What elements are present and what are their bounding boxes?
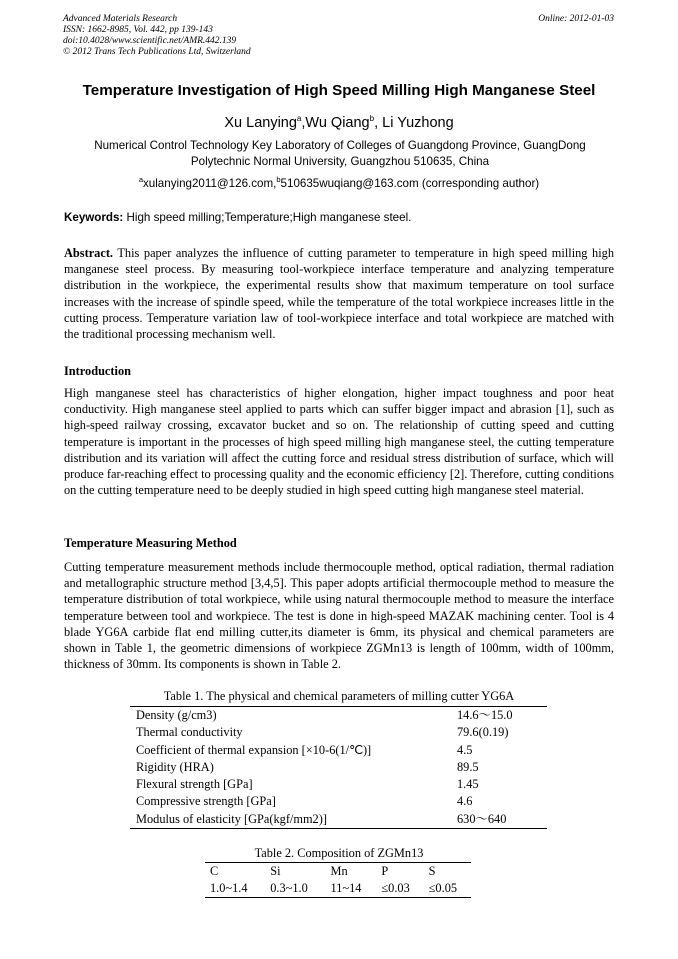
table-row (130, 811, 547, 829)
email-sup: a (138, 175, 143, 184)
table-cell: 630～640 (451, 811, 547, 829)
table-row (130, 707, 547, 725)
affiliation-line: Polytechnic Normal University, Guangzhou 510635, China (190, 155, 490, 168)
journal-issn: ISSN: 1662-8985, Vol. 442, pp 139-143 (63, 25, 213, 35)
email-sup: b (276, 175, 281, 184)
email-link[interactable]: 510635wuqiang@163.com (corresponding author) (280, 177, 540, 190)
table-cell: 79.6(0.19) (457, 725, 509, 740)
table-header-cell: P (376, 863, 423, 881)
table-row (205, 880, 471, 898)
affiliation-line: Numerical Control Technology Key Laboratory of Colleges of Guangdong Province, GuangDong (94, 139, 586, 152)
table-cell: 14.6～15.0 (451, 707, 547, 725)
table-cell: ≤0.03 (376, 880, 423, 898)
table-cell: 1.45 (457, 777, 479, 792)
table2 (205, 862, 471, 898)
author-name: Li Yuzhong (382, 115, 454, 131)
intro-text: High manganese steel has characteristics of higher elongation, higher impact toughness and poor heat conductivity. High manganese steel applied to parts which can suffer bigger impact and abrasion [1], such as high-speed railway crossing, excavator bucket and so on. The relationship of cutting speed and cutting temperature is important in the processes of high speed milling high manganese steel, the cutting temperature distribution and its variation will affect the cutting force and residual stress distribution of surface, which will produce far-reaching effect to processing quality and the economic efficiency [2]. Therefore, cutting conditions on the cutting temperature need to be deeply studied in high speed cutting high manganese steel material. (64, 386, 614, 498)
keywords (64, 211, 411, 224)
table2-caption: Table 2. Composition of ZGMn13 (254, 846, 424, 860)
paper-title: Temperature Investigation of High Speed Milling High Manganese Steel (82, 82, 596, 99)
author-list (0, 114, 678, 131)
table-cell: Density (g/cm3) (130, 707, 451, 725)
table-header-cell: S (424, 863, 471, 881)
section-heading: Temperature Measuring Method (64, 536, 237, 550)
table-cell: 4.6 (457, 794, 473, 809)
table-header-cell: Si (265, 863, 325, 881)
section-heading: Introduction (64, 364, 131, 378)
table-cell: 11~14 (326, 880, 377, 898)
email-link[interactable]: xulanying2011@126.com (142, 177, 274, 190)
journal-name: Advanced Materials Research (63, 14, 178, 24)
author-emails (0, 175, 678, 190)
table1 (130, 706, 547, 829)
table-row (130, 724, 547, 741)
journal-header (63, 14, 251, 58)
table-cell: 1.0~1.4 (205, 880, 265, 898)
author-sup: b (369, 114, 375, 123)
keywords-text: High speed milling;Temperature;High manganese steel. (126, 211, 412, 224)
table-row (130, 793, 547, 810)
table-header-cell: Mn (326, 863, 377, 881)
table-cell: 89.5 (457, 759, 479, 774)
journal-copyright: © 2012 Trans Tech Publications Ltd, Switzerland (63, 47, 251, 57)
abstract-label: Abstract. (64, 246, 114, 260)
table-row (130, 759, 547, 776)
author-sep: , (301, 115, 306, 131)
online-date: Online: 2012-01-03 (538, 14, 614, 24)
table-cell: Rigidity (HRA) (136, 759, 214, 774)
author-name: Wu Qiang (305, 115, 370, 131)
keywords-label: Keywords: (64, 211, 124, 224)
email-sep: , (273, 177, 277, 190)
author-sep: , (374, 115, 383, 131)
table-row (130, 776, 547, 793)
affiliation (60, 138, 620, 170)
abstract (64, 245, 614, 342)
table-row (130, 742, 547, 759)
table-cell: 0.3~1.0 (265, 880, 325, 898)
table-cell: Flexural strength [GPa] (136, 777, 253, 792)
journal-doi: doi:10.4028/www.scientific.net/AMR.442.139 (63, 36, 237, 46)
table-cell: ≤0.05 (424, 880, 471, 898)
table-cell: Compressive strength [GPa] (136, 794, 276, 809)
table-cell: Modulus of elasticity [GPa(kgf/mm2)] (130, 811, 451, 829)
abstract-text: This paper analyzes the influence of cutting parameter to temperature in high speed milling high manganese steel process. By measuring tool-workpiece interface temperature and analyzing temperature distribution in the workpiece, the experimental results show that maximum temperature on tool surface increases with the increase of spindle speed, while the temperature of the total workpiece increases little in the cutting process. Temperature variation law of tool-workpiece interface and total workpiece are matched with the traditional processing mechanism well. (64, 246, 614, 342)
table-header-row (205, 863, 471, 881)
author-sup: a (296, 114, 302, 123)
table-cell: Thermal conductivity (136, 725, 243, 740)
table-cell: Coefficient of thermal expansion [×10-6(1/℃)] (136, 742, 372, 757)
table-header-cell: C (205, 863, 265, 881)
table-cell: 4.5 (457, 742, 473, 757)
table1-caption: Table 1. The physical and chemical parameters of milling cutter YG6A (163, 689, 515, 703)
author-name: Xu Lanying (224, 115, 297, 131)
method-text: Cutting temperature measurement methods include thermocouple method, optical radiation, thermal radiation and metallographic structure method [3,4,5]. This paper adopts artificial thermocouple method to measure the temperature distribution of total workpiece, while using natural thermocouple method to measure the interface temperature between tool and workpiece. The test is done in high-speed MAZAK machining center. Tool is 4 blade YG6A carbide flat end milling cutter,its diameter is 6mm, its physical and chemical parameters are shown in Table 1, the geometric dimensions of workpiece ZGMn13 is length of 100mm, width of 100mm, thickness of 30mm. Its components is shown in Table 2. (64, 560, 614, 672)
